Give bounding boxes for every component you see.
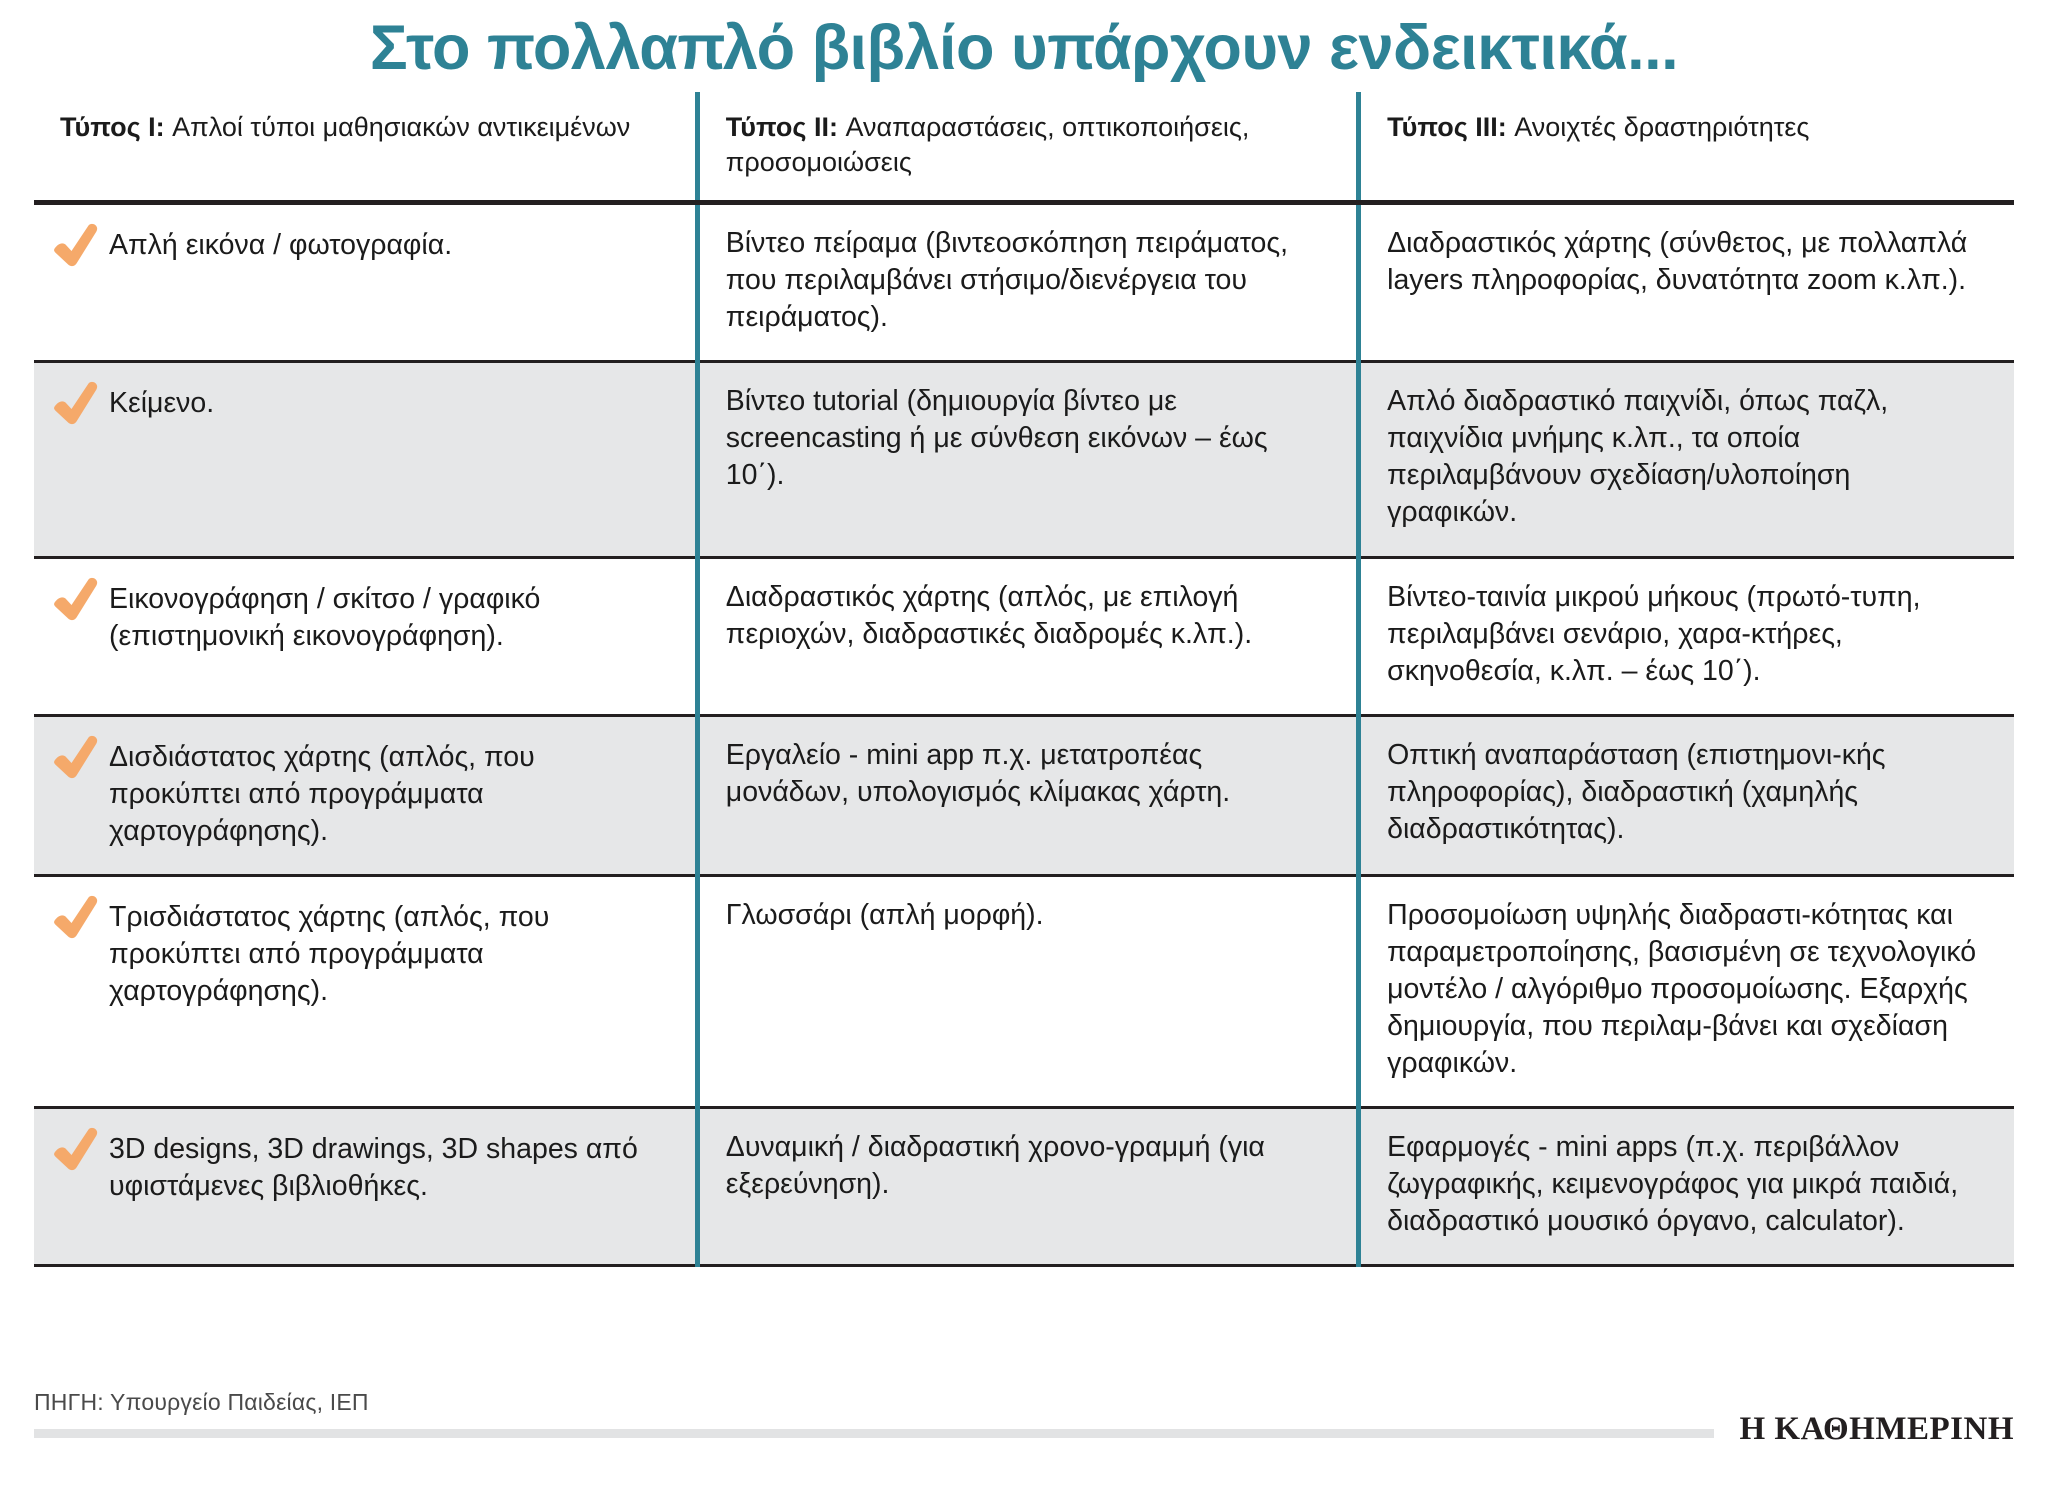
check-mark-icon xyxy=(52,577,100,621)
table-row xyxy=(34,715,2014,875)
cell-type-3 xyxy=(1359,875,2014,1107)
column-header-3-label: Τύπος III: xyxy=(1387,112,1507,142)
cell-type-3 xyxy=(1359,715,2014,875)
cell-type-2 xyxy=(697,557,1358,715)
cell-type-2 xyxy=(697,1108,1358,1266)
cell-type-1 xyxy=(34,875,697,1107)
content-table xyxy=(34,92,2014,1267)
cell-text: Τρισδιάστατος χάρτης (απλός, που προκύπτει από προγράμματα χαρτογράφησης). xyxy=(109,900,550,1007)
cell-text: Γλωσσάρι (απλή μορφή). xyxy=(725,898,1044,931)
column-header-3-text: Ανοιχτές δραστηριότητες xyxy=(1506,112,1810,142)
publisher-logo: Η ΚΑΘΗΜΕΡΙΝΗ xyxy=(1714,1411,2015,1448)
footer xyxy=(34,1389,2014,1467)
cell-type-1 xyxy=(34,203,697,362)
table-row xyxy=(34,1108,2014,1266)
column-header-2-label: Τύπος II: xyxy=(725,112,838,142)
column-header-type-2 xyxy=(697,92,1358,203)
table-body xyxy=(34,203,2014,1266)
cell-text: Κείμενο. xyxy=(109,387,215,420)
header-row xyxy=(34,92,2014,203)
cell-text: Απλό διαδραστικό παιχνίδι, όπως παζλ, παιχνίδια μνήμης κ.λπ., τα οποία περιλαμβάνουν σχεδίαση/υλοποίηση γραφικών. xyxy=(1387,385,1889,529)
column-header-1-text: Απλοί τύποι μαθησιακών αντικειμένων xyxy=(164,112,631,142)
cell-text: Εικονογράφηση / σκίτσο / γραφικό (επιστημονική εικονογράφηση). xyxy=(109,582,541,652)
cell-text: Βίντεο πείραμα (βιντεοσκόπηση πειράματος, που περιλαμβάνει στήσιμο/διενέργεια του πειράματος). xyxy=(725,227,1289,334)
check-mark-icon xyxy=(52,895,100,939)
cell-type-2 xyxy=(697,203,1358,362)
cell-with-check xyxy=(60,225,669,267)
cell-text: Προσομοίωση υψηλής διαδραστι-κότητας και παραμετροποίησης, βασισμένη σε τεχνολογικό μοντέλο / αλγόριθμο προσομοίωσης. Εξαρχής δημιουργία, που περιλαμ-βάνει και σχεδίαση γραφικών. xyxy=(1387,898,1977,1079)
check-mark-icon xyxy=(52,1127,100,1171)
cell-text: Δυναμική / διαδραστική χρονο-γραμμή (για εξερεύνηση). xyxy=(725,1131,1265,1201)
table-row xyxy=(34,203,2014,362)
cell-type-2 xyxy=(697,715,1358,875)
cell-type-3 xyxy=(1359,362,2014,557)
cell-type-2 xyxy=(697,875,1358,1107)
cell-text: Βίντεο tutorial (δημιουργία βίντεο με screencasting ή με σύνθεση εικόνων – έως 10΄). xyxy=(725,385,1268,492)
cell-type-3 xyxy=(1359,203,2014,362)
table-row xyxy=(34,362,2014,557)
cell-type-1 xyxy=(34,557,697,715)
cell-with-check xyxy=(60,737,669,850)
cell-type-3 xyxy=(1359,1108,2014,1266)
table-row xyxy=(34,557,2014,715)
cell-text: Εφαρμογές - mini apps (π.χ. περιβάλλον ζωγραφικής, κειμενογράφος για μικρά παιδιά, διαδραστικό μουσικό όργανο, calculator). xyxy=(1387,1131,1959,1238)
cell-text: Απλή εικόνα / φωτογραφία. xyxy=(109,229,453,262)
cell-text: Διαδραστικός χάρτης (σύνθετος, με πολλαπλά layers πληροφορίας, δυνατότητα zoom κ.λπ.). xyxy=(1387,227,1968,297)
cell-type-2 xyxy=(697,362,1358,557)
cell-type-3 xyxy=(1359,557,2014,715)
cell-type-1 xyxy=(34,715,697,875)
cell-with-check xyxy=(60,897,669,1010)
cell-text: Διαδραστικός χάρτης (απλός, με επιλογή περιοχών, διαδραστικές διαδρομές κ.λπ.). xyxy=(725,580,1253,650)
cell-text: Εργαλείο - mini app π.χ. μετατροπέας μονάδων, υπολογισμός κλίμακας χάρτη. xyxy=(725,738,1231,808)
check-mark-icon xyxy=(52,735,100,779)
cell-type-1 xyxy=(34,1108,697,1266)
cell-text: Δισδιάστατος χάρτης (απλός, που προκύπτει από προγράμματα χαρτογράφησης). xyxy=(109,740,535,847)
check-mark-icon xyxy=(52,381,100,425)
cell-with-check xyxy=(60,1129,669,1205)
cell-with-check xyxy=(60,383,669,425)
cell-text: Βίντεο-ταινία μικρού μήκους (πρωτό-τυπη, περιλαμβάνει σενάριο, χαρα-κτήρες, σκηνοθεσία, κ.λπ. – έως 10΄). xyxy=(1387,580,1921,687)
cell-type-1 xyxy=(34,362,697,557)
cell-text: 3D designs, 3D drawings, 3D shapes από υφιστάμενες βιβλιοθήκες. xyxy=(109,1133,638,1203)
check-mark-icon xyxy=(52,223,100,267)
cell-text: Οπτική αναπαράσταση (επιστημονι-κής πληροφορίας), διαδραστική (χαμηλής διαδραστικότητας). xyxy=(1387,738,1886,845)
column-header-type-3 xyxy=(1359,92,2014,203)
title-bar xyxy=(34,0,2014,92)
column-header-type-1 xyxy=(34,92,697,203)
page-title: Στο πολλαπλό βιβλίο υπάρχουν ενδεικτικά... xyxy=(369,12,1679,83)
cell-with-check xyxy=(60,579,669,655)
table-header xyxy=(34,92,2014,203)
column-header-2-text: Αναπαραστάσεις, οπτικοποιήσεις, προσομοιώσεις xyxy=(725,112,1250,178)
table-row xyxy=(34,875,2014,1107)
source-note: ΠΗΓΗ: Υπουργείο Παιδείας, ΙΕΠ xyxy=(34,1389,369,1415)
column-header-1-label: Τύπος I: xyxy=(60,112,165,142)
